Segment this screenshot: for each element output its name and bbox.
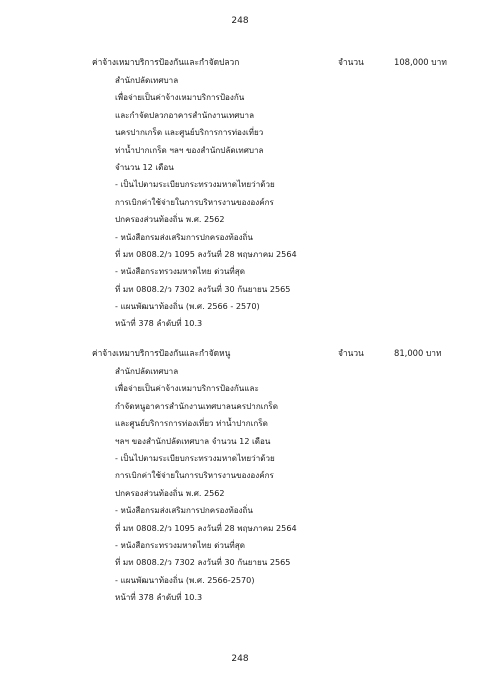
description-line: - เป็นไปตามระเบียบกระทรวงมหาดไทยว่าด้วย <box>115 179 275 190</box>
description-line: หน้าที่ 378 ลำดับที่ 10.3 <box>115 318 203 329</box>
description-line: ที่ มท 0808.2/ว 1095 ลงวันที่ 28 พฤษภาคม 2564 <box>115 248 297 259</box>
description-line: ท่าน้ำปากเกร็ด ฯลฯ ของสำนักปลัดเทศบาล <box>115 144 264 155</box>
description-line: การเบิกค่าใช้จ่ายในการบริหารงานขององค์กร <box>115 470 274 481</box>
description-line: หน้าที่ 378 ลำดับที่ 10.3 <box>115 592 203 603</box>
description-line: ที่ มท 0808.2/ว 7302 ลงวันที่ 30 กันยายน 2565 <box>115 283 291 294</box>
description-line: ปกครองส่วนท้องถิ่น พ.ศ. 2562 <box>115 214 225 225</box>
description-line: - หนังสือกรมส่งเสริมการปกครองท้องถิ่น <box>115 505 253 516</box>
budget-item-description <box>92 72 452 333</box>
page-number-bottom: 248 <box>231 654 249 664</box>
quantity-label: จำนวน <box>338 348 364 358</box>
description-line: กำจัดหนูอาคารสำนักงานเทศบาลนครปากเกร็ด <box>115 400 279 411</box>
description-line: การเบิกค่าใช้จ่ายในการบริหารงานขององค์กร <box>115 196 274 207</box>
budget-amount: 81,000 บาท <box>394 348 442 358</box>
description-line: ปกครองส่วนท้องถิ่น พ.ศ. 2562 <box>115 487 225 498</box>
description-line: จำนวน 12 เดือน <box>115 161 174 172</box>
page-number-top: 248 <box>231 16 249 26</box>
description-line: และศูนย์บริการการท่องเที่ยว ท่าน้ำปากเกร็ด <box>115 418 268 429</box>
description-line: เพื่อจ่ายเป็นค่าจ้างเหมาบริการป้องกันและ <box>115 383 259 394</box>
description-line: - แผนพัฒนาท้องถิ่น (พ.ศ. 2566-2570) <box>115 574 255 585</box>
description-line: - หนังสือกระทรวงมหาดไทย ด่วนที่สุด <box>115 266 245 277</box>
budget-item-termite-control <box>92 52 452 333</box>
budget-item-rodent-control <box>92 343 452 606</box>
description-line: - เป็นไปตามระเบียบกระทรวงมหาดไทยว่าด้วย <box>115 452 275 463</box>
description-line: - หนังสือกรมส่งเสริมการปกครองท้องถิ่น <box>115 231 253 242</box>
budget-item-title: ค่าจ้างเหมาบริการป้องกันและกำจัดหนู <box>92 348 231 358</box>
description-line: - แผนพัฒนาท้องถิ่น (พ.ศ. 2566 - 2570) <box>115 301 260 312</box>
budget-item-description <box>92 363 452 606</box>
description-line: ที่ มท 0808.2/ว 7302 ลงวันที่ 30 กันยายน 2565 <box>115 557 291 568</box>
description-line: สำนักปลัดเทศบาล <box>115 75 179 85</box>
quantity-label: จำนวน <box>338 57 364 67</box>
description-line: ฯลฯ ของสำนักปลัดเทศบาล จำนวน 12 เดือน <box>115 435 271 446</box>
budget-item-header <box>92 343 452 361</box>
description-line: นครปากเกร็ด และศูนย์บริการการท่องเที่ยว <box>115 127 264 138</box>
description-line: ที่ มท 0808.2/ว 1095 ลงวันที่ 28 พฤษภาคม 2564 <box>115 522 297 533</box>
budget-item-title: ค่าจ้างเหมาบริการป้องกันและกำจัดปลวก <box>92 57 240 67</box>
description-line: เพื่อจ่ายเป็นค่าจ้างเหมาบริการป้องกัน <box>115 92 245 103</box>
description-line: สำนักปลัดเทศบาล <box>115 366 179 376</box>
budget-item-header <box>92 52 452 70</box>
budget-amount: 108,000 บาท <box>394 57 447 67</box>
description-line: - หนังสือกระทรวงมหาดไทย ด่วนที่สุด <box>115 539 245 550</box>
description-line: และกำจัดปลวกอาคารสำนักงานเทศบาล <box>115 109 255 120</box>
